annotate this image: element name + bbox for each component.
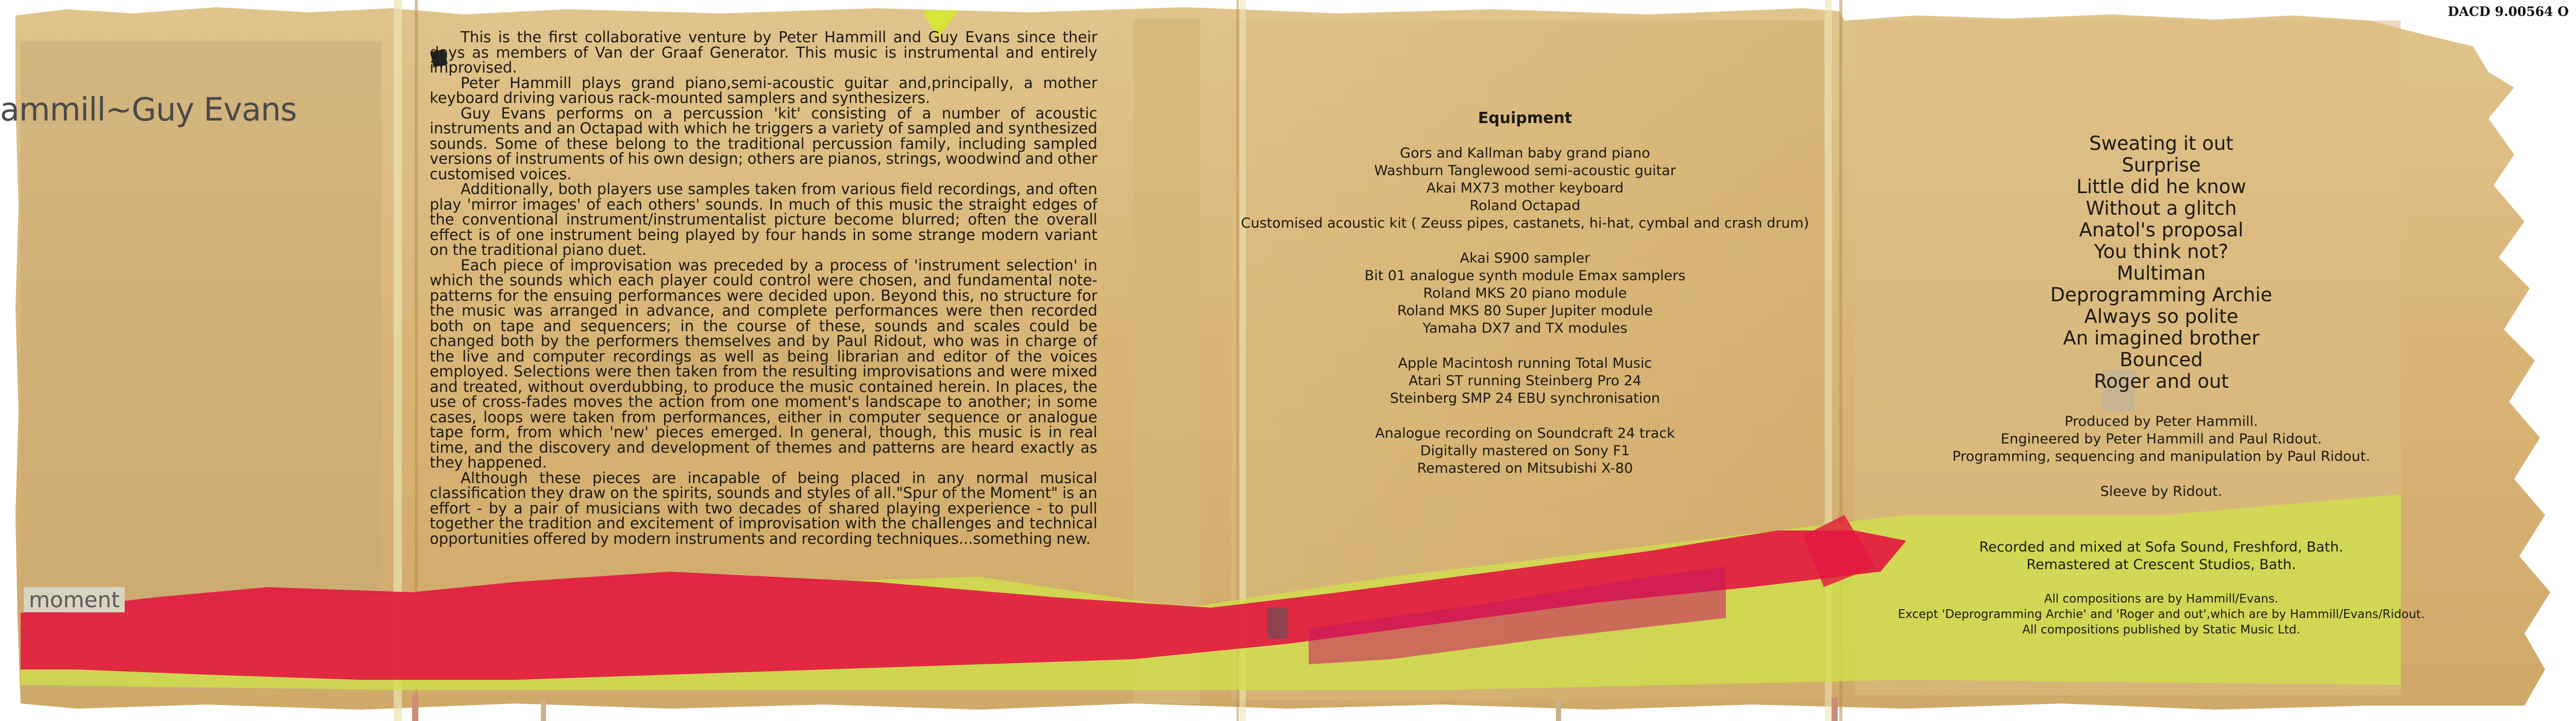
track-title: Always so polite bbox=[2084, 305, 2239, 328]
credit-line: Produced by Peter Hammill. bbox=[2064, 414, 2258, 430]
credit-line: Recorded and mixed at Sofa Sound, Freshford, Bath. bbox=[1979, 539, 2344, 555]
equipment-group bbox=[1206, 145, 1844, 232]
equipment-item: Roland Octapad bbox=[1469, 198, 1581, 214]
artist-title-fragment: ammill~Guy Evans bbox=[0, 91, 297, 128]
credit-line: All compositions are by Hammill/Evans. bbox=[2044, 592, 2279, 606]
track-title: Surprise bbox=[2122, 154, 2201, 176]
equipment-item: Steinberg SMP 24 EBU synchronisation bbox=[1389, 390, 1660, 406]
track-list bbox=[1875, 133, 2447, 392]
equipment-item: Akai S900 sampler bbox=[1460, 250, 1590, 266]
track-title: Without a glitch bbox=[2086, 197, 2237, 219]
equipment-item: Atari ST running Steinberg Pro 24 bbox=[1408, 373, 1642, 389]
equipment-item: Analogue recording on Soundcraft 24 track bbox=[1375, 425, 1675, 441]
equipment-group bbox=[1206, 425, 1844, 477]
equipment-item: Yamaha DX7 and TX modules bbox=[1422, 320, 1628, 336]
composition-credits bbox=[1875, 591, 2447, 638]
track-title: Little did he know bbox=[2076, 176, 2246, 198]
liner-paragraph: Additionally, both players use samples taken from various field recordings, and often play 'mirror images' of each others' sounds. In much of this music the straight edges of the conventional instrument/instrumentalist picture become blurred; often the overall effect is of one instrument being played by four hands in some strange modern variant on the traditional piano duet. bbox=[430, 180, 1097, 259]
equipment-group bbox=[1206, 250, 1844, 337]
track-title: Sweating it out bbox=[2089, 132, 2233, 154]
track-title: Roger and out bbox=[2094, 370, 2229, 392]
track-title: Bounced bbox=[2120, 349, 2203, 371]
credit-line: Except 'Deprogramming Archie' and 'Roger and out',which are by Hammill/Evans/Ridout. bbox=[1897, 608, 2425, 621]
credit-line: All compositions published by Static Music Ltd. bbox=[2022, 623, 2300, 637]
equipment-item: Bit 01 analogue synth module Emax samplers bbox=[1364, 268, 1686, 284]
panel-equipment bbox=[1206, 0, 1844, 721]
liner-paragraph: Although these pieces are incapable of being placed in any normal musical classification they draw on the spirits, sounds and styles of all."Spur of the Moment" is an effort - by a pair of musicians with two decades of shared playing experience - to pull together the tradition and excitement of improvisation with the challenges and technical opportunities offered by modern instruments and recording techniques...something new. bbox=[430, 469, 1097, 547]
panel-liner-notes bbox=[417, 0, 1097, 721]
liner-paragraph: This is the first collaborative venture by Peter Hammill and Guy Evans since their days as members of Van der Graaf Generator. This music is instrumental and entirely improvised. bbox=[430, 28, 1097, 76]
catalog-number: DACD 9.00564 O bbox=[2448, 4, 2569, 19]
sleeve-credit bbox=[1875, 483, 2447, 501]
recording-credits bbox=[1875, 539, 2447, 574]
equipment-item: Roland MKS 20 piano module bbox=[1423, 285, 1627, 301]
liner-paragraph: Guy Evans performs on a percussion 'kit' consisting of a number of acoustic instruments and an Octapad with which he triggers a variety of sampled and synthesized sounds. Some of these belong to the traditional percussion family, including sampled versions of instruments of his own design; others are pianos, strings, woodwind and other customised voices. bbox=[430, 104, 1097, 183]
credit-line: Programming, sequencing and manipulation by Paul Ridout. bbox=[1952, 449, 2370, 465]
equipment-item: Akai MX73 mother keyboard bbox=[1426, 180, 1624, 196]
production-credits bbox=[1875, 413, 2447, 466]
track-title: You think not? bbox=[2094, 241, 2229, 263]
equipment-item: Remastered on Mitsubishi X-80 bbox=[1417, 460, 1633, 476]
equipment-item: Apple Macintosh running Total Music bbox=[1398, 355, 1652, 371]
moment-label: moment bbox=[24, 587, 125, 612]
equipment-item: Customised acoustic kit ( Zeuss pipes, castanets, hi-hat, cymbal and crash drum) bbox=[1241, 215, 1809, 231]
credit-line: Sleeve by Ridout. bbox=[2100, 484, 2223, 500]
equipment-heading: Equipment bbox=[1478, 109, 1572, 127]
credit-line: Remastered at Crescent Studios, Bath. bbox=[2026, 557, 2296, 573]
panel-tracks-credits bbox=[1875, 0, 2447, 721]
track-title: Anatol's proposal bbox=[2079, 219, 2244, 241]
equipment-item: Digitally mastered on Sony F1 bbox=[1420, 443, 1630, 459]
credit-line: Engineered by Peter Hammill and Paul Ridout. bbox=[2001, 431, 2322, 447]
track-title: Deprogramming Archie bbox=[2050, 284, 2273, 306]
equipment-group bbox=[1206, 355, 1844, 407]
track-title: An imagined brother bbox=[2063, 327, 2260, 349]
liner-paragraph: Peter Hammill plays grand piano,semi-acoustic guitar and,principally, a mother keyboard driving various rack-mounted samplers and synthesizers. bbox=[430, 74, 1097, 107]
track-title: Multiman bbox=[2116, 262, 2206, 284]
liner-paragraph: Each piece of improvisation was preceded by a process of 'instrument selection' in which the sounds which each player could control were chosen, and fundamental note-patterns for the ensuing performances were decided upon. Beyond this, no structure for the music was arranged in advance, and complete performances were then recorded both on tape and sequencers; in the course of these, sounds and scales could be changed both by the performers themselves and by Paul Ridout, who was in charge of the live and computer recordings as well as being librarian and editor of the voices employed. Selections were then taken from the resulting improvisations and were mixed and treated, without overdubbing, to produce the music contained herein. In places, the use of cross-fades moves the action from one moment's landscape to another; in some cases, loops were taken from performances, either in computer sequence or analogue tape form, from which 'new' pieces emerged. In general, though, this music is in real time, and the discovery and development of themes and patterns are heard exactly as they happened. bbox=[430, 256, 1097, 471]
equipment-item: Gors and Kallman baby grand piano bbox=[1400, 145, 1650, 161]
equipment-item: Washburn Tanglewood semi-acoustic guitar bbox=[1374, 163, 1676, 179]
equipment-item: Roland MKS 80 Super Jupiter module bbox=[1397, 303, 1653, 319]
panel-cover-fragment bbox=[0, 0, 412, 721]
